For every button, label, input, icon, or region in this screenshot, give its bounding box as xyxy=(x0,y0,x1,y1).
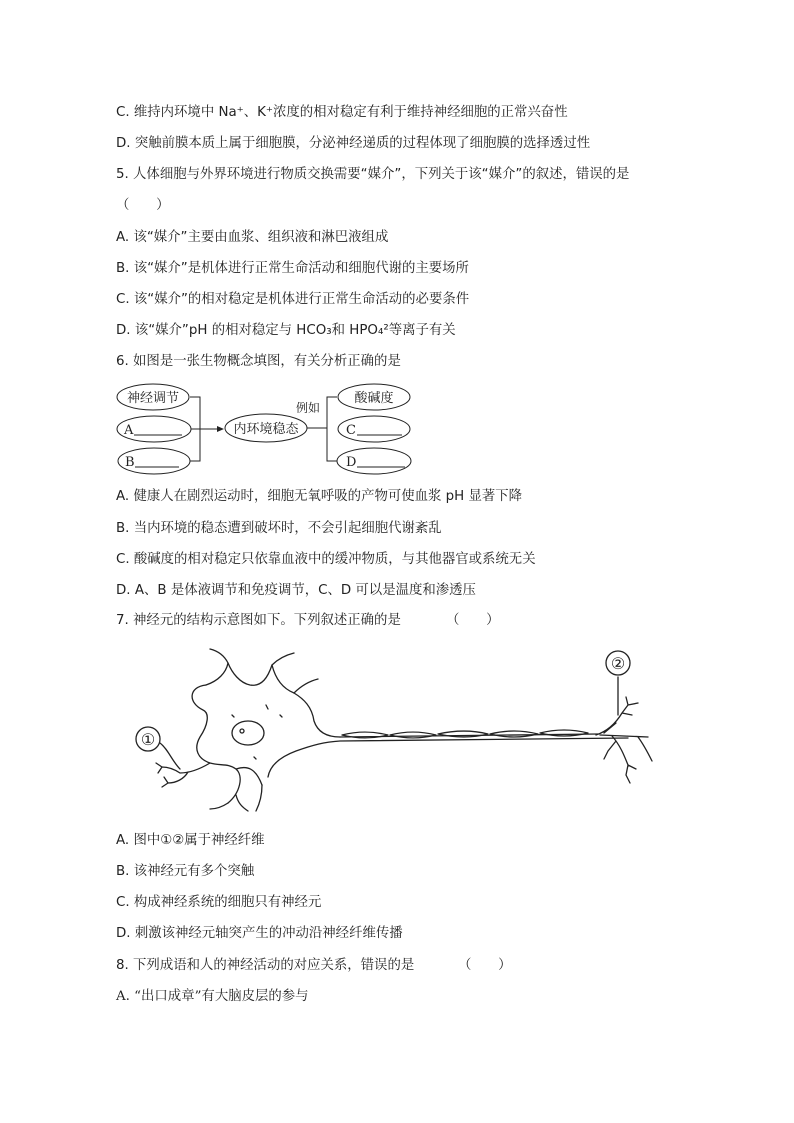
right-bracket xyxy=(327,397,337,461)
q7-option-c: C. 构成神经系统的细胞只有神经元 xyxy=(116,895,322,910)
q6-option-c: C. 酸碱度的相对稳定只依靠血液中的缓冲物质，与其他器官或系统无关 xyxy=(116,552,536,567)
axon-terminal xyxy=(596,697,652,783)
node-nerve-regulation-label: 神经调节 xyxy=(126,391,180,406)
node-ph-label: 酸碱度 xyxy=(354,391,394,406)
label-1: ① xyxy=(140,730,156,749)
q7-option-d: D. 刺激该神经元轴突产生的冲动沿神经纤维传播 xyxy=(116,926,403,941)
q5-option-c: C. 该“媒介”的相对稳定是机体进行正常生命活动的必要条件 xyxy=(116,292,470,307)
node-c-label: C xyxy=(346,423,356,438)
node-d-label: D xyxy=(346,455,357,470)
neuron-diagram xyxy=(128,645,658,817)
nucleus xyxy=(232,721,264,745)
q6-stem: 6. 如图是一张生物概念填图，有关分析正确的是 xyxy=(116,354,401,369)
q5-option-d: D. 该“媒介”pH 的相对稳定与 HCO₃和 HPO₄²等离子有关 xyxy=(116,323,456,338)
q8-answer-blank: （ ） xyxy=(458,958,512,973)
arrow-head-icon xyxy=(217,426,224,432)
left-bracket xyxy=(190,397,200,461)
cell-body xyxy=(192,685,628,803)
q5-stem: 5. 人体细胞与外界环境进行物质交换需要“媒介”，下列关于该“媒介”的叙述，错误的是 xyxy=(116,167,630,182)
q5-option-a: A. 该“媒介”主要由血浆、组织液和淋巴液组成 xyxy=(116,230,389,245)
q7-option-b: B. 该神经元有多个突触 xyxy=(116,864,255,879)
node-a-label: A xyxy=(124,423,134,438)
node-b-label: B xyxy=(125,455,135,470)
q8-stem: 8. 下列成语和人的神经活动的对应关系，错误的是 xyxy=(116,958,415,973)
q7-option-a: A. 图中①②属于神经纤维 xyxy=(116,833,265,848)
dendrite-branch xyxy=(162,763,262,811)
q6-option-a: A. 健康人在剧烈运动时，细胞无氧呼吸的产物可使血浆 pH 显著下降 xyxy=(116,489,523,504)
label-2: ② xyxy=(610,654,626,673)
connector-label: 例如 xyxy=(296,401,321,415)
q7-stem: 7. 神经元的结构示意图如下。下列叙述正确的是 xyxy=(116,613,401,628)
label-1-pointer xyxy=(160,743,180,769)
q4-option-c: C. 维持内环境中 Na⁺、K⁺浓度的相对稳定有利于维持神经细胞的正常兴奋性 xyxy=(116,105,568,120)
concept-map-diagram xyxy=(112,382,422,478)
node-homeostasis-label: 内环境稳态 xyxy=(233,422,299,437)
q8-option-a: A. “出口成章”有大脑皮层的参与 xyxy=(116,989,309,1004)
q5-answer-blank: （ ） xyxy=(116,198,170,213)
q6-option-b: B. 当内环境的稳态遭到破坏时，不会引起细胞代谢紊乱 xyxy=(116,521,442,536)
q4-option-d: D. 突触前膜本质上属于细胞膜，分泌神经递质的过程体现了细胞膜的选择透过性 xyxy=(116,136,591,151)
q5-option-b: B. 该“媒介”是机体进行正常生命活动和细胞代谢的主要场所 xyxy=(116,261,469,276)
q6-option-d: D. A、B 是体液调节和免疫调节，C、D 可以是温度和渗透压 xyxy=(116,583,476,598)
q7-answer-blank: （ ） xyxy=(446,613,500,628)
